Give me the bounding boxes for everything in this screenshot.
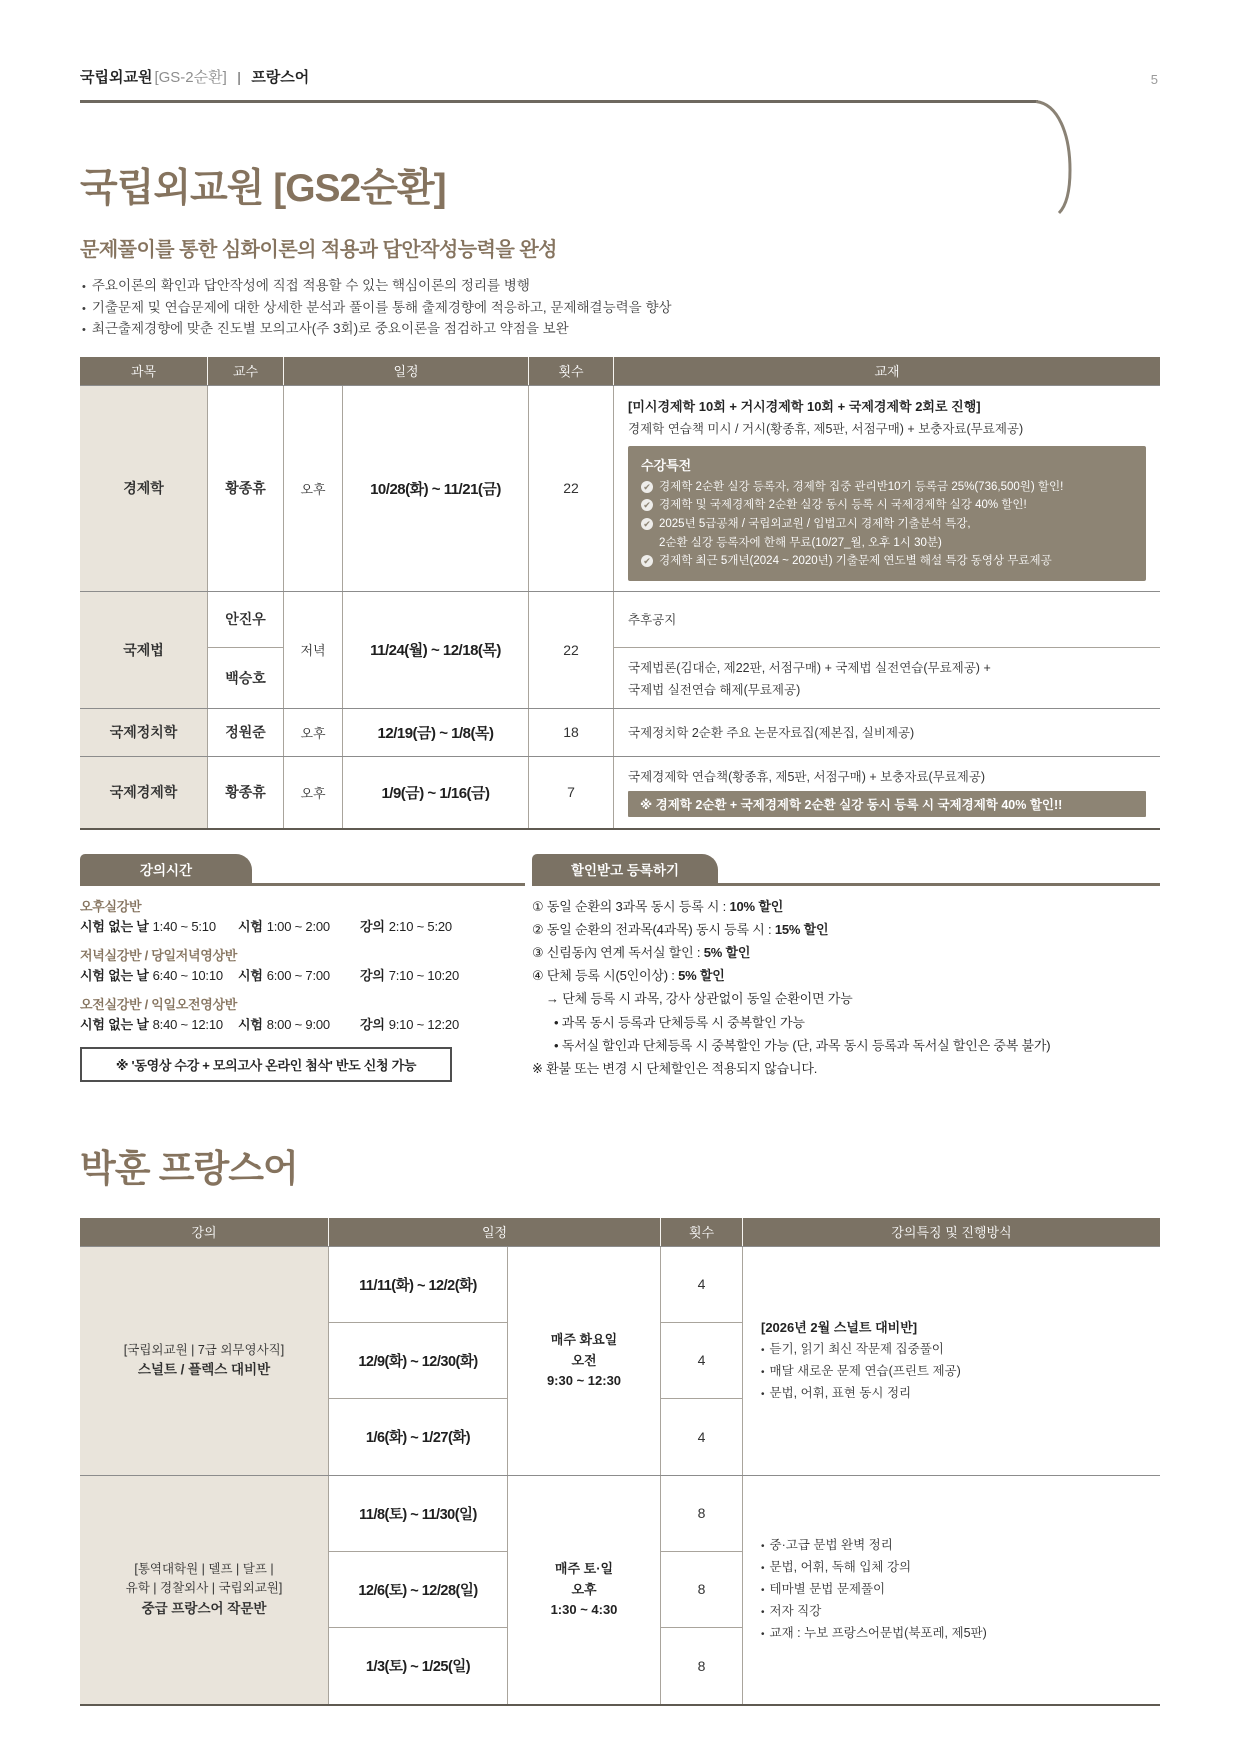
discount-list <box>532 895 1160 1080</box>
class-cell <box>80 1247 329 1475</box>
count-cell: 8 <box>661 1552 742 1628</box>
subject-cell: 국제정치학 <box>80 709 208 756</box>
discount-subitem: • 과목 동시 등록과 단체등록 시 중복할인 가능 <box>554 1014 805 1030</box>
class-name: 저녁실강반 / 당일저녁영상반 <box>80 947 238 963</box>
french-table <box>80 1218 1160 1706</box>
time-slot: 강의 9:10 ~ 12:20 <box>360 1016 459 1032</box>
subject-cell: 국제법 <box>80 592 208 708</box>
professor-stack <box>208 592 284 708</box>
french-row-group-composition <box>80 1475 1160 1704</box>
book-desc: 추후공지 <box>628 613 677 628</box>
subject-cell: 경제학 <box>80 386 208 591</box>
textbook-stack <box>614 592 1160 708</box>
intro-bullet: • 주요이론의 확인과 답안작성에 직접 적용할 수 있는 핵심이론의 정리를 병행 <box>80 275 1160 297</box>
count-cell: 18 <box>529 709 614 756</box>
time-slot: 시험 6:00 ~ 7:00 <box>238 967 330 983</box>
doc-header-brand: 국립외교원 <box>80 69 153 86</box>
professor-cell: 황종휴 <box>208 757 284 828</box>
discount-item: ① 동일 순환의 3과목 동시 등록 시 : 10% 할인 <box>532 898 784 914</box>
column-header-subject: 과목 <box>80 357 208 385</box>
lecture-time-section <box>80 854 525 1082</box>
discount-note: ※ 환불 또는 변경 시 단체할인은 적용되지 않습니다. <box>532 1060 818 1076</box>
class-cell <box>80 1476 329 1704</box>
table-row-economics <box>80 385 1160 591</box>
date-cell: 1/9(금) ~ 1/16(금) <box>343 757 529 828</box>
count-cell: 4 <box>661 1323 742 1399</box>
french-row-group-snult <box>80 1246 1160 1475</box>
doc-header-course: 프랑스어 <box>251 69 310 86</box>
french-section-title: 박훈 프랑스어 <box>80 1147 298 1189</box>
time-slot: 시험 1:00 ~ 2:00 <box>238 918 330 934</box>
feature-item: • 중·고급 문법 완벽 정리 <box>761 1535 893 1557</box>
benefit-item <box>641 478 1133 497</box>
time-slot: 시험 8:00 ~ 9:00 <box>238 1016 330 1032</box>
date-cell: 1/3(토) ~ 1/25(일) <box>365 1659 471 1676</box>
date-cell: 12/19(금) ~ 1/8(목) <box>343 709 529 756</box>
time-slot: 시험 없는 날 1:40 ~ 5:10 <box>80 918 216 934</box>
table-row-intl-politics <box>80 708 1160 756</box>
column-header-count: 횟수 <box>661 1218 743 1246</box>
class-name: 오전실강반 / 익일오전영상반 <box>80 996 238 1012</box>
check-icon: ✔ <box>641 555 653 567</box>
class-line: [국립외교원 | 7급 외무영사직] <box>123 1342 285 1357</box>
doc-header-tag: [GS-2순환] <box>154 69 227 86</box>
counts-column <box>661 1247 743 1475</box>
intro-bullet: • 최근출제경향에 맞춘 진도별 모의고사(주 3회)로 중요이론을 점검하고 약점을 보완 <box>80 318 1160 340</box>
class-line: 스널트 / 플렉스 대비반 <box>137 1362 271 1378</box>
doc-header-title <box>80 66 309 87</box>
class-name: 오후실강반 <box>80 898 142 914</box>
features-cell <box>743 1247 1160 1475</box>
page-number: 5 <box>1150 72 1158 87</box>
date-cell: 11/11(화) ~ 12/2(화) <box>329 1247 507 1323</box>
feature-item: • 매달 새로운 문제 연습(프린트 제공) <box>761 1361 961 1383</box>
main-title: 국립외교원 [GS2순환] <box>80 167 446 210</box>
benefit-item <box>641 552 1133 571</box>
textbook-cell <box>614 648 1160 708</box>
class-times <box>80 916 525 935</box>
count-cell: 7 <box>529 757 614 828</box>
textbook-cell <box>614 757 1160 828</box>
intro-bullets <box>80 275 1160 340</box>
column-header-schedule: 일정 <box>284 357 529 385</box>
count-cell: 8 <box>661 1476 742 1552</box>
column-header-schedule: 일정 <box>329 1218 661 1246</box>
header-rule <box>80 100 1038 103</box>
check-icon: ✔ <box>641 499 653 511</box>
column-header-textbook: 교재 <box>614 357 1160 385</box>
textbook-cell <box>614 386 1160 591</box>
professor-cell: 안진우 <box>208 592 283 648</box>
count-cell: 4 <box>697 1428 706 1445</box>
benefit-continuation: 2순환 실강 등록자에 한해 무료(10/27_월, 오후 1시 30분) <box>659 536 942 549</box>
book-desc: 국제법 실전연습 해제(무료제공) <box>628 682 801 697</box>
book-desc: 경제학 연습책 미시 / 거시(황종휴, 제5판, 서점구매) + 보충자료(무료제공) <box>628 421 1024 436</box>
doc-header <box>80 0 1160 87</box>
time-cell: 오후 <box>284 386 343 591</box>
benefit-text: 2025년 5급공채 / 국립외교원 / 입법고시 경제학 기출분석 특강, <box>659 518 971 531</box>
count-cell: 4 <box>661 1247 742 1323</box>
schedule-cell: 매주 토·일 오후 1:30 ~ 4:30 <box>508 1476 661 1704</box>
column-header-class: 강의 <box>80 1218 329 1246</box>
professor-cell: 정원준 <box>208 709 284 756</box>
lecture-time-pill: 강의시간 <box>80 854 252 883</box>
discount-subitem: → 단체 등록 시 과목, 강사 상관없이 동일 순환이면 가능 <box>546 991 853 1007</box>
book-desc: 국제법론(김대순, 제22판, 서점구매) + 국제법 실전연습(무료제공) + <box>628 660 991 675</box>
discount-section <box>532 854 1160 1082</box>
time-slot: 강의 7:10 ~ 10:20 <box>360 967 459 983</box>
date-cell: 11/8(토) ~ 11/30(일) <box>329 1476 507 1552</box>
feature-item: • 테마별 문법 문제풀이 <box>761 1579 885 1601</box>
corner-arc-decoration <box>1035 100 1087 216</box>
time-slot: 시험 없는 날 6:40 ~ 10:10 <box>80 967 223 983</box>
date-cell: 12/9(화) ~ 12/30(화) <box>329 1323 507 1399</box>
feature-item: • 교재 : 누보 프랑스어문법(북포레, 제5판) <box>761 1623 987 1645</box>
intro-bullet: • 기출문제 및 연습문제에 대한 상세한 분석과 풀이를 통해 출제경향에 적응하고, 문제해결능력을 향상 <box>80 297 1160 319</box>
discount-pill: 할인받고 등록하기 <box>532 854 718 883</box>
count-cell: 8 <box>697 1657 706 1674</box>
benefit-text: 경제학 및 국제경제학 2순환 실강 동시 등록 시 국제경제학 실강 40% 할인! <box>659 499 1027 512</box>
course-table <box>80 357 1160 830</box>
column-header-features: 강의특징 및 진행방식 <box>743 1218 1160 1246</box>
benefit-text: 경제학 최근 5개년(2024 ~ 2020년) 기출문제 연도별 해설 특강 동영상 무료제공 <box>659 555 1052 568</box>
discount-header <box>532 854 1160 886</box>
feature-item: • 문법, 어휘, 표현 동시 정리 <box>761 1383 911 1405</box>
date-cell: 10/28(화) ~ 11/21(금) <box>343 386 529 591</box>
professor-cell: 백승호 <box>225 669 266 686</box>
check-icon: ✔ <box>641 518 653 530</box>
info-section <box>80 854 1160 1082</box>
check-icon: ✔ <box>641 481 653 493</box>
features-cell <box>743 1476 1160 1704</box>
table-row-intl-law <box>80 591 1160 708</box>
feature-item: • 저자 직강 <box>761 1601 821 1623</box>
time-cell: 저녁 <box>284 592 343 708</box>
schedule-cell: 매주 화요일 오전 9:30 ~ 12:30 <box>508 1247 661 1475</box>
column-header-professor: 교수 <box>208 357 284 385</box>
count-cell: 22 <box>529 592 614 708</box>
video-note-box: ※ '동영상 수강 + 모의고사 온라인 첨삭' 반도 신청 가능 <box>80 1047 452 1082</box>
book-title: [미시경제학 10회 + 거시경제학 10회 + 국제경제학 2회로 진행] <box>628 398 981 414</box>
course-table-header <box>80 357 1160 385</box>
french-table-header <box>80 1218 1160 1246</box>
benefits-box <box>628 446 1146 581</box>
class-times <box>80 965 525 984</box>
discount-item: ④ 단체 등록 시(5인이상) : 5% 할인 <box>532 968 725 984</box>
class-line: 중급 프랑스어 작문반 <box>141 1600 267 1616</box>
date-cell: 1/6(화) ~ 1/27(화) <box>365 1430 471 1447</box>
discount-item: ② 동일 순환의 전과목(4과목) 동시 등록 시 : 15% 할인 <box>532 922 829 938</box>
date-cell: 11/24(월) ~ 12/18(목) <box>343 592 529 708</box>
time-slot: 강의 2:10 ~ 5:20 <box>360 918 452 934</box>
discount-banner: ※ 경제학 2순환 + 국제경제학 2순환 실강 동시 등록 시 국제경제학 40% 할인!! <box>628 791 1146 817</box>
benefit-text: 경제학 2순환 실강 등록자, 경제학 집중 관리반10기 등록금 25%(736,500원) 할인! <box>659 480 1064 493</box>
features-title: [2026년 2월 스널트 대비반] <box>761 1320 918 1336</box>
lecture-time-header <box>80 854 525 886</box>
benefit-item <box>641 515 1133 534</box>
professor-cell: 황종휴 <box>208 386 284 591</box>
book-desc: 국제정치학 2순환 주요 논문자료집(제본집, 실비제공) <box>628 726 915 741</box>
column-header-count: 횟수 <box>529 357 614 385</box>
dates-column <box>329 1247 508 1475</box>
count-cell: 22 <box>529 386 614 591</box>
subject-cell: 국제경제학 <box>80 757 208 828</box>
benefits-title: 수강특전 <box>641 457 692 473</box>
time-slot: 시험 없는 날 8:40 ~ 12:10 <box>80 1016 223 1032</box>
textbook-cell <box>614 592 1160 648</box>
textbook-cell <box>614 709 1160 756</box>
date-cell: 12/6(토) ~ 12/28(일) <box>329 1552 507 1628</box>
class-line: [통역대학원 | 델프 | 달프 | <box>134 1562 274 1577</box>
discount-subitem: • 독서실 할인과 단체등록 시 중복할인 가능 (단, 과목 동시 등록과 독서실 할인은 중복 불가) <box>554 1037 1051 1053</box>
counts-column <box>661 1476 743 1704</box>
class-times <box>80 1014 525 1033</box>
doc-header-separator: | <box>237 69 241 85</box>
book-desc: 국제경제학 연습책(황종휴, 제5판, 서점구매) + 보충자료(무료제공) <box>628 770 986 785</box>
feature-item: • 듣기, 읽기 최신 작문제 집중풀이 <box>761 1339 944 1361</box>
feature-item: • 문법, 어휘, 독해 입체 강의 <box>761 1557 911 1579</box>
time-cell: 오후 <box>284 709 343 756</box>
table-row-intl-econ <box>80 756 1160 828</box>
dates-column <box>329 1476 508 1704</box>
class-line: 유학 | 경찰외사 | 국립외교원] <box>125 1581 283 1596</box>
time-cell: 오후 <box>284 757 343 828</box>
main-subtitle: 문제풀이를 통한 심화이론의 적용과 답안작성능력을 완성 <box>80 239 557 261</box>
discount-item: ③ 신림동內 연계 독서실 할인 : 5% 할인 <box>532 945 751 961</box>
benefit-item <box>641 496 1133 515</box>
